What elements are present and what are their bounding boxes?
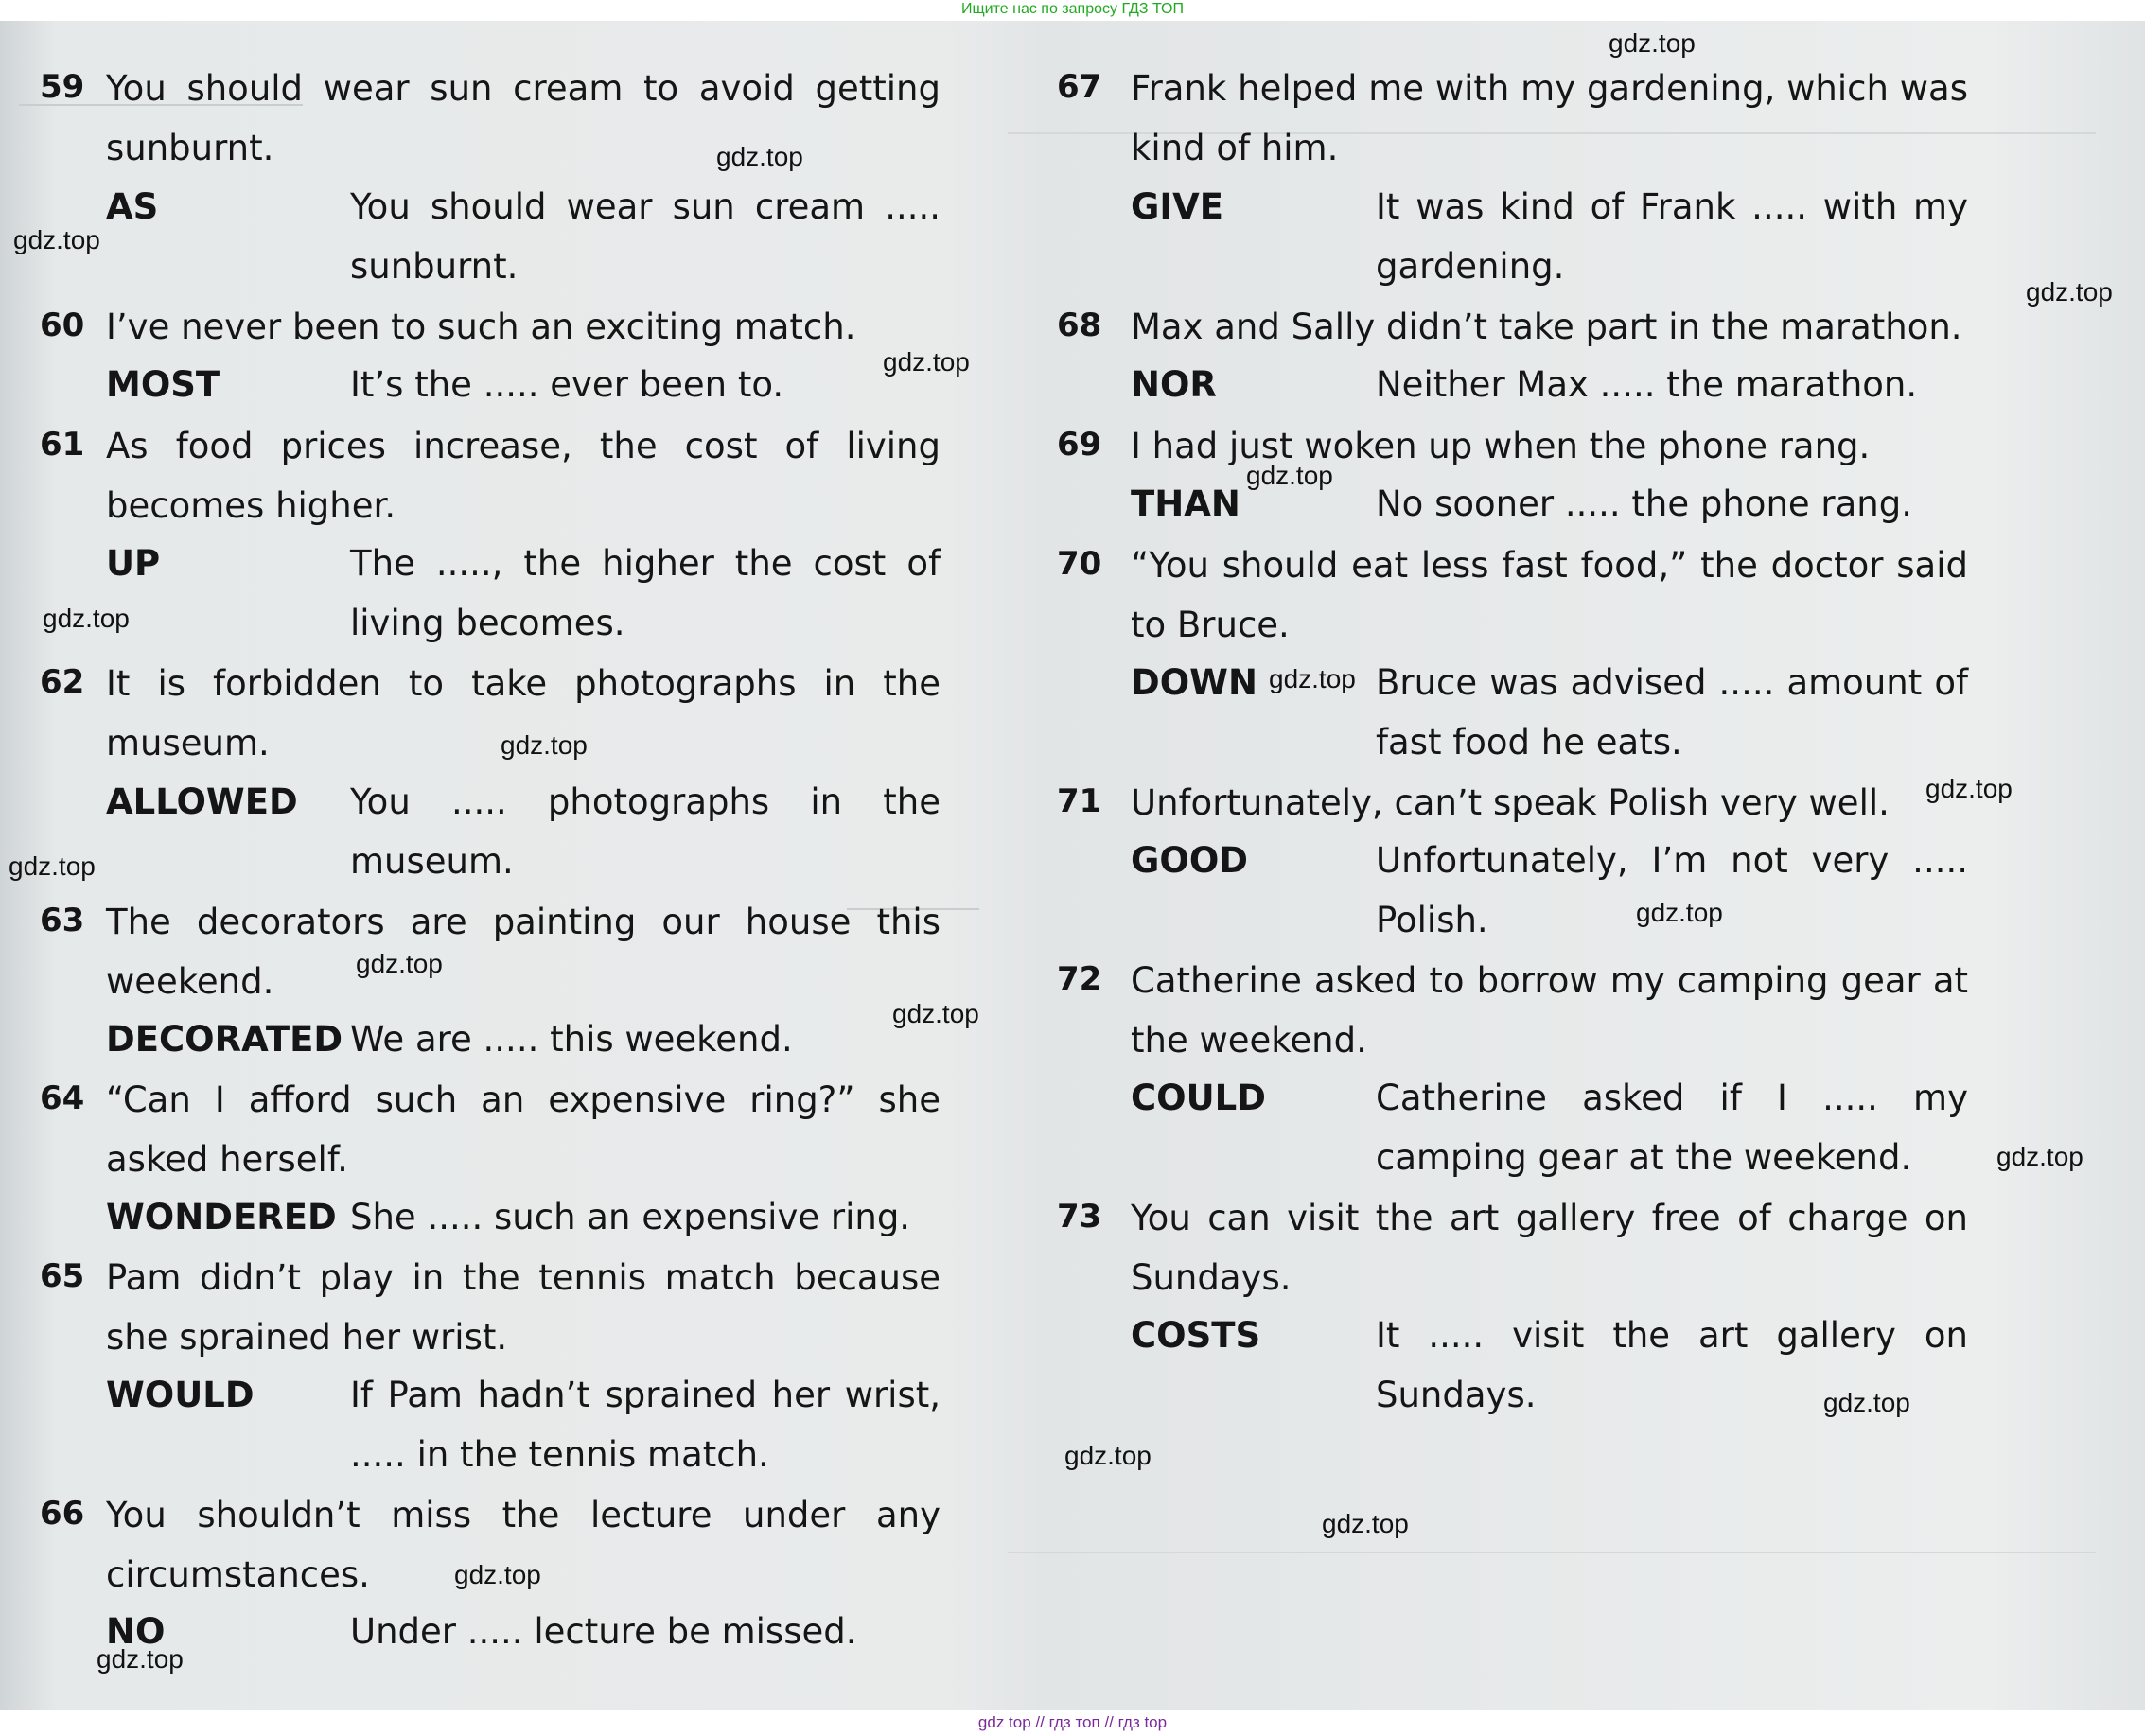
source-sentence: “Can I afford such an expensive ring?” she asked herself. — [106, 1079, 941, 1180]
key-word: COULD — [1131, 1078, 1266, 1118]
key-word: GOOD — [1131, 840, 1248, 881]
watermark: gdz.top — [892, 999, 979, 1028]
bottom-banner: gdz top // гдз топ // гдз top — [0, 1710, 2145, 1736]
watermark: gdz.top — [1996, 1142, 2083, 1171]
key-word: NO — [106, 1611, 166, 1652]
watermark: gdz.top — [1636, 898, 1723, 927]
watermark: gdz.top — [356, 949, 443, 978]
source-sentence: You shouldn’t miss the lecture under any circumstances. — [106, 1495, 941, 1595]
item-number: 59 — [40, 68, 85, 106]
watermark: gdz.top — [1064, 1441, 1152, 1470]
item-number: 63 — [40, 902, 85, 939]
source-sentence: It is forbidden to take photographs in the museum. — [106, 663, 941, 763]
source-sentence: Max and Sally didn’t take part in the marathon. — [1131, 307, 1962, 347]
gapped-sentence: Neither Max ..... the marathon. — [1376, 364, 1918, 405]
gapped-sentence: Unfortunately, I’m not very ..... Polish. — [1376, 840, 1968, 940]
item-number: 70 — [1057, 545, 1102, 583]
item-number: 62 — [40, 663, 85, 701]
watermark: gdz.top — [1609, 28, 1696, 58]
gapped-sentence: You should wear sun cream ..... sunburnt. — [350, 186, 941, 287]
source-sentence: Frank helped me with my gardening, which was kind of him. — [1131, 68, 1968, 168]
source-sentence: “You should eat less fast food,” the doctor said to Bruce. — [1131, 545, 1968, 645]
item-number: 61 — [40, 426, 85, 464]
key-word: MOST — [106, 364, 220, 405]
watermark: gdz.top — [454, 1560, 541, 1589]
key-word: AS — [106, 186, 159, 227]
gapped-sentence: We are ..... this weekend. — [350, 1019, 793, 1060]
gapped-sentence: If Pam hadn’t sprained her wrist, ..... in the tennis match. — [350, 1375, 941, 1475]
gapped-sentence: She ..... such an expensive ring. — [350, 1197, 911, 1237]
watermark: gdz.top — [43, 604, 130, 633]
source-sentence: I’ve never been to such an exciting match. — [106, 307, 856, 347]
watermark: gdz.top — [97, 1644, 184, 1674]
watermark: gdz.top — [13, 225, 100, 254]
gapped-sentence: You ..... photographs in the museum. — [350, 781, 941, 882]
key-word: ALLOWED — [106, 781, 298, 822]
gapped-sentence: No sooner ..... the phone rang. — [1376, 483, 1912, 524]
watermark: gdz.top — [9, 851, 96, 881]
watermark: gdz.top — [1246, 461, 1333, 490]
gapped-sentence: It ..... visit the art gallery on Sundays. — [1376, 1315, 1968, 1415]
watermark: gdz.top — [1925, 774, 2013, 803]
item-number: 69 — [1057, 426, 1102, 464]
key-word: WONDERED — [106, 1197, 337, 1237]
watermark: gdz.top — [2026, 277, 2113, 307]
key-word: WOULD — [106, 1375, 255, 1415]
watermark: gdz.top — [1322, 1509, 1409, 1538]
source-sentence: As food prices increase, the cost of living becomes higher. — [106, 426, 941, 526]
item-number: 68 — [1057, 307, 1102, 344]
source-sentence: You can visit the art gallery free of charge on Sundays. — [1131, 1198, 1968, 1298]
source-sentence: I had just woken up when the phone rang. — [1131, 426, 1871, 466]
watermark: gdz.top — [1269, 664, 1356, 693]
key-word: NOR — [1131, 364, 1217, 405]
watermark: gdz.top — [716, 142, 803, 171]
item-number: 73 — [1057, 1198, 1102, 1236]
gapped-sentence: It’s the ..... ever been to. — [350, 364, 784, 405]
key-word: COSTS — [1131, 1315, 1261, 1356]
source-sentence: Catherine asked to borrow my camping gear at the weekend. — [1131, 960, 1968, 1061]
key-word: THAN — [1131, 483, 1240, 524]
item-number: 71 — [1057, 782, 1102, 820]
top-banner: Ищите нас по запросу ГДЗ ТОП — [0, 0, 2145, 21]
source-sentence: Unfortunately, can’t speak Polish very well. — [1131, 782, 1890, 823]
key-word: GIVE — [1131, 186, 1224, 227]
watermark: gdz.top — [1823, 1388, 1910, 1417]
gapped-sentence: Bruce was advised ..... amount of fast food he eats. — [1376, 662, 1968, 763]
source-sentence: The decorators are painting our house this weekend. — [106, 902, 941, 1002]
item-number: 67 — [1057, 68, 1102, 106]
item-number: 65 — [40, 1257, 85, 1295]
source-sentence: You should wear sun cream to avoid getting sunburnt. — [106, 68, 941, 168]
gapped-sentence: The ....., the higher the cost of living becomes. — [350, 543, 941, 643]
key-word: DOWN — [1131, 662, 1257, 703]
watermark: gdz.top — [501, 730, 588, 760]
item-number: 60 — [40, 307, 85, 344]
item-number: 66 — [40, 1495, 85, 1533]
gapped-sentence: It was kind of Frank ..... with my gardening. — [1376, 186, 1968, 287]
watermark: gdz.top — [883, 347, 970, 377]
item-number: 72 — [1057, 960, 1102, 998]
key-word: UP — [106, 543, 161, 584]
gapped-sentence: Catherine asked if I ..... my camping gear at the weekend. — [1376, 1078, 1968, 1178]
gapped-sentence: Under ..... lecture be missed. — [350, 1611, 857, 1652]
source-sentence: Pam didn’t play in the tennis match because she sprained her wrist. — [106, 1257, 941, 1358]
key-word: DECORATED — [106, 1019, 343, 1060]
item-number: 64 — [40, 1079, 85, 1117]
